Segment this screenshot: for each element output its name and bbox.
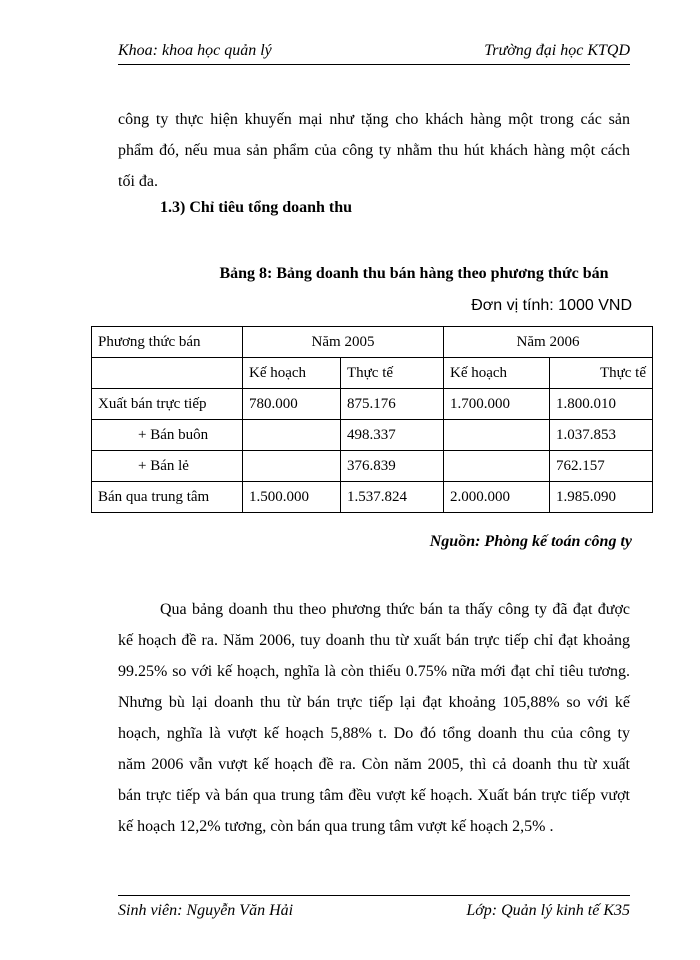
header-university: Trường đại học KTQD — [484, 42, 630, 59]
header-cell-plan-2005: Kế hoạch — [243, 358, 341, 389]
analysis-line: Qua bảng doanh thu theo phương thức bán ta thấy công ty đã đạt được — [160, 601, 630, 618]
table-row — [92, 482, 653, 513]
cell-actual-2005: 1.537.824 — [341, 482, 444, 513]
cell-actual-2005: 498.337 — [341, 420, 444, 451]
analysis-line: 99.25% so với kế hoạch, nghĩa là còn thiếu 0.75% nữa mới đạt chỉ tiêu tương. — [118, 663, 630, 680]
table-row — [92, 389, 653, 420]
footer-class: Lớp: Quản lý kinh tế K35 — [466, 902, 630, 919]
table-row — [92, 420, 653, 451]
empty-cell — [92, 358, 243, 389]
cell-actual-2005: 376.839 — [341, 451, 444, 482]
page-header — [118, 40, 630, 65]
analysis-line: bán trực tiếp và bán qua trung tâm đều vượt kế hoạch. Xuất bán trực tiếp vượt — [118, 787, 630, 804]
header-cell-plan-2006: Kế hoạch — [444, 358, 550, 389]
intro-paragraph — [118, 104, 630, 197]
intro-line: phẩm đó, nếu mua sản phẩm của công ty nhằm thu hút khách hàng một cách — [118, 142, 630, 159]
row-label: + Bán buôn — [92, 420, 243, 451]
unit-label: Đơn vị tính: 1000 VND — [471, 297, 632, 314]
table-source: Nguồn: Phòng kế toán công ty — [429, 533, 632, 550]
cell-plan-2005 — [243, 420, 341, 451]
table-header-row — [92, 327, 653, 358]
cell-actual-2006: 1.037.853 — [550, 420, 653, 451]
row-label: + Bán lẻ — [92, 451, 243, 482]
cell-plan-2005: 780.000 — [243, 389, 341, 420]
cell-plan-2006: 1.700.000 — [444, 389, 550, 420]
cell-actual-2006: 762.157 — [550, 451, 653, 482]
intro-line: tối đa. — [118, 173, 158, 190]
cell-plan-2006: 2.000.000 — [444, 482, 550, 513]
table-subheader-row — [92, 358, 653, 389]
header-faculty: Khoa: khoa học quản lý — [118, 42, 272, 59]
section-title: 1.3) Chỉ tiêu tổng doanh thu — [160, 199, 353, 216]
analysis-line: kế hoạch đề ra. Năm 2006, tuy doanh thu từ xuất bán trực tiếp chỉ đạt khoảng — [118, 632, 630, 649]
cell-plan-2006 — [444, 451, 550, 482]
header-cell-year-2006: Năm 2006 — [444, 327, 653, 358]
intro-line: công ty thực hiện khuyến mại như tặng cho khách hàng một trong các sản — [118, 111, 630, 128]
table-row — [92, 451, 653, 482]
analysis-line: kế hoạch 12,2% tương, còn bán qua trung tâm vượt kế hoạch 2,5% . — [118, 818, 554, 835]
page-footer — [118, 895, 630, 922]
analysis-line: năm 2006 vẫn vượt kế hoạch đề ra. Còn năm 2005, thì cả doanh thu từ xuất — [118, 756, 630, 773]
cell-plan-2005 — [243, 451, 341, 482]
header-cell-actual-2005: Thực tế — [341, 358, 444, 389]
cell-actual-2006: 1.800.010 — [550, 389, 653, 420]
cell-plan-2005: 1.500.000 — [243, 482, 341, 513]
header-cell-year-2005: Năm 2005 — [243, 327, 444, 358]
analysis-line: hoạch, nghĩa là vượt kế hoạch 5,88% t. Do đó tổng doanh thu của công ty — [118, 725, 630, 742]
analysis-paragraph — [118, 594, 630, 842]
analysis-line: Nhưng bù lại doanh thu từ bán trực tiếp lại đạt khoảng 105,88% so với kế — [118, 694, 630, 711]
footer-student: Sinh viên: Nguyễn Văn Hải — [118, 902, 294, 919]
header-cell-method: Phương thức bán — [92, 327, 243, 358]
cell-actual-2006: 1.985.090 — [550, 482, 653, 513]
header-cell-actual-2006: Thực tế — [550, 358, 653, 389]
revenue-table — [91, 326, 653, 513]
cell-actual-2005: 875.176 — [341, 389, 444, 420]
cell-plan-2006 — [444, 420, 550, 451]
row-label: Bán qua trung tâm — [92, 482, 243, 513]
table-caption: Bảng 8: Bảng doanh thu bán hàng theo phương thức bán — [219, 265, 609, 282]
row-label: Xuất bán trực tiếp — [92, 389, 243, 420]
